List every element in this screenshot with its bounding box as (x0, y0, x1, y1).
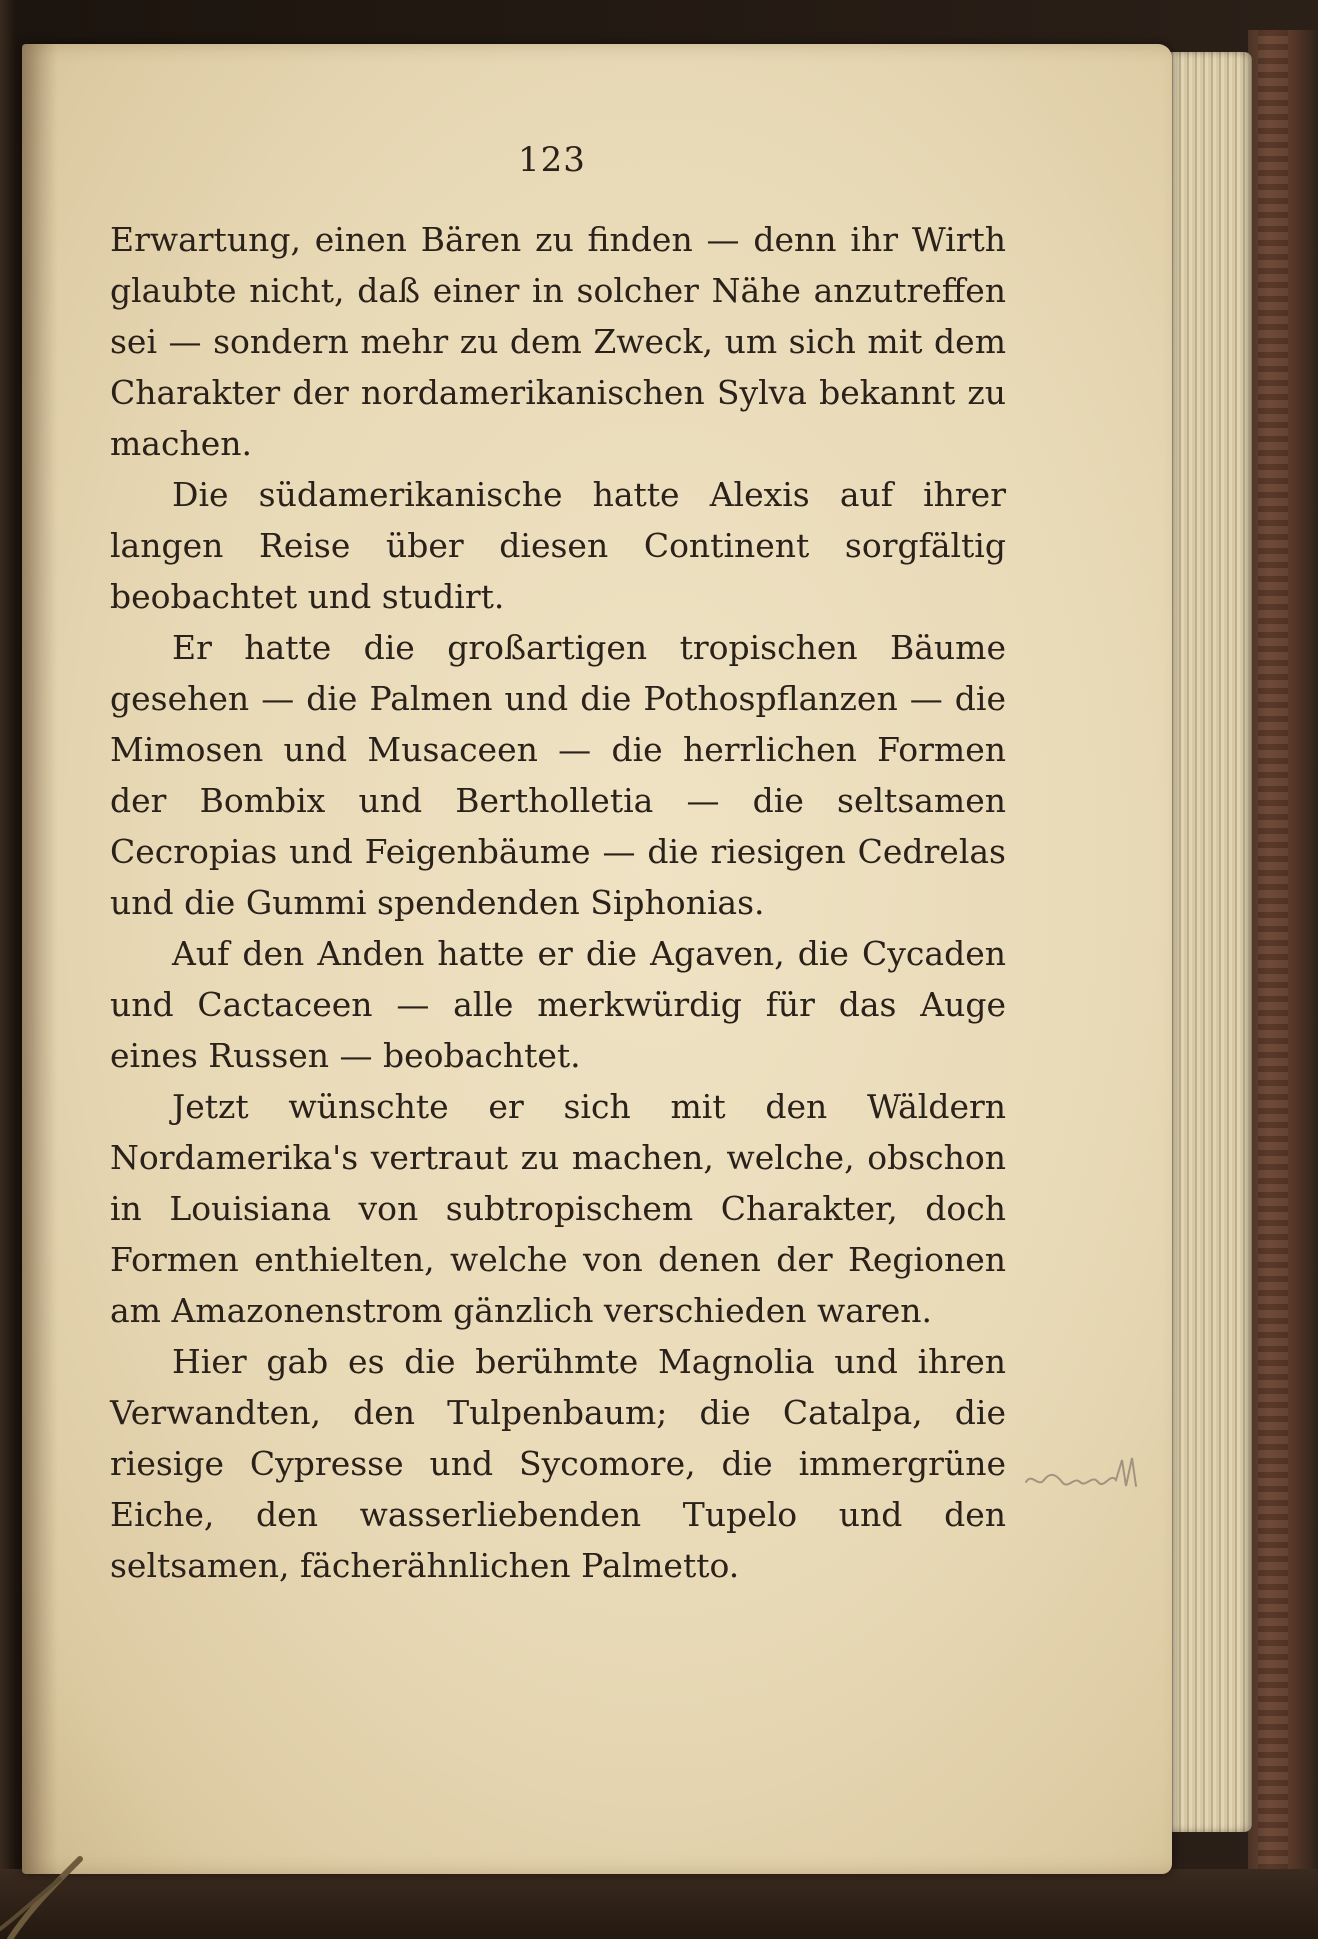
page-number: 123 (518, 140, 586, 180)
paragraph: Erwartung, einen Bären zu finden — denn ihr Wirth glaubte nicht, daß einer in solcher Nähe anzutreffen sei — sondern mehr zu dem Zweck, um sich mit dem Charakter der nordamerikanischen Sylva bekannt zu machen. (110, 220, 1006, 463)
paragraph: Er hatte die großartigen tropischen Bäume gesehen — die Palmen und die Pothospflanzen — die Mimosen und Musaceen — die herrlichen Formen der Bombix und Bertholletia — die seltsamen Cecropias und Feigenbäume — die riesigen Cedrelas und die Gummi spendenden Siphonias. (110, 628, 1006, 922)
bookmark-ribbon (0, 1819, 110, 1939)
page-gutter (22, 44, 58, 1874)
book-cover-edge (1248, 30, 1318, 1939)
paragraph: Hier gab es die berühmte Magnolia und ihren Verwandten, den Tulpenbaum; die Catalpa, die riesige Cypresse und Sycomore, die immergrüne Eiche, den wasserliebenden Tupelo und den seltsamen, fächerähnlichen Palmetto. (110, 1342, 1006, 1585)
paragraph: Jetzt wünschte er sich mit den Wäldern Nordamerika's vertraut zu machen, welche, obschon in Louisiana von subtropischem Charakter, doch Formen enthielten, welche von denen der Regionen am Amazonenstrom gänzlich verschieden waren. (110, 1087, 1006, 1330)
paragraph: Die südamerikanische hatte Alexis auf ihrer langen Reise über diesen Continent sorgfältig beobachtet und studirt. (110, 475, 1006, 616)
paragraph: Auf den Anden hatte er die Agaven, die Cycaden und Cactaceen — alle merkwürdig für das Auge eines Russen — beobachtet. (110, 934, 1006, 1075)
page-text (110, 214, 1006, 1591)
page-edges (1160, 52, 1252, 1832)
pencil-mark (1022, 1452, 1172, 1502)
book-cover-bottom (0, 1869, 1318, 1939)
book-page (22, 44, 1172, 1874)
